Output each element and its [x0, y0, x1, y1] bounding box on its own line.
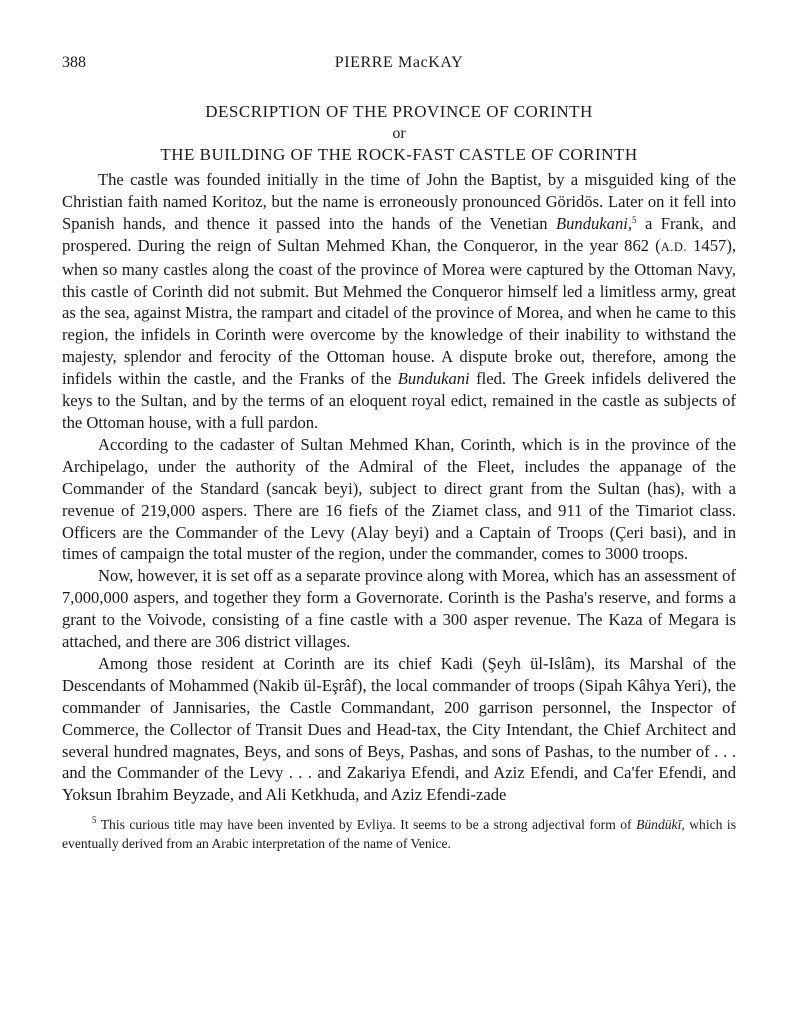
footnote	[62, 816, 736, 853]
text-run: This curious title may have been invented by Evliya. It seems to be a strong adjectival form of	[96, 817, 637, 833]
section-title: DESCRIPTION OF THE PROVINCE OF CORINTH	[205, 102, 593, 121]
italic-term: Bündükī,	[636, 817, 685, 833]
body-text	[62, 169, 736, 806]
footnote-ref: 5	[632, 214, 637, 225]
paragraph	[62, 169, 736, 434]
text-run: fled. The Greek infidels delivered the keys to the Sultan, and by the terms of an eloquent royal edict, remained in the castle as subjects of the Ottoman house, with a full pardon.	[62, 369, 736, 432]
text-run: a Frank, and prospered. During the reign of Sultan Mehmed Khan, the Conqueror, in the year 862 (	[62, 213, 736, 255]
page-number: 388	[62, 54, 86, 71]
running-head	[62, 54, 736, 80]
small-caps-era: A.D.	[660, 239, 688, 254]
italic-term: Bundukani	[397, 369, 470, 389]
paragraph: Among those resident at Corinth are its chief Kadi (Şeyh ül-Islâm), its Marshal of the Descendants of Mohammed (Nakib ül-Eşrâf), the local commander of troops (Sipah Kâhya Yeri), the commander of Jannisaries, the Castle Commandant, 200 garrison personnel, the Inspector of Commerce, the Collector of Transit Dues and Head-tax, the City Intendant, the Chief Architect and several hundred magnates, Beys, and sons of Beys, Pashas, and sons of Pashas, to the number of . . . and the Commander of the Levy . . . and Zakariya Efendi, and Aziz Efendi, and Ca'fer Efendi, and Yoksun Ibrahim Beyzade, and Ali Ketkhuda, and Aziz Efendi-zade	[62, 653, 736, 805]
footnote-text	[62, 816, 736, 853]
title-connector: or	[392, 125, 406, 142]
paragraph: According to the cadaster of Sultan Mehmed Khan, Corinth, which is in the province of the Archipelago, under the authority of the Admiral of the Fleet, includes the appanage of the Commander of the Standard (sancak beyi), subject to direct grant from the Sultan (has), with a revenue of 219,000 aspers. There are 16 fiefs of the Ziamet class, and 911 of the Timariot class. Officers are the Commander of the Levy (Alay beyi) and a Captain of Troops (Çeri basi), and in times of campaign the total muster of the region, under the commander, comes to 3000 troops.	[62, 434, 736, 564]
running-title: PIERRE MacKAY	[334, 54, 464, 71]
text-run: The castle was founded initially in the time of John the Baptist, by a misguided king of the Christian faith named Koritoz, but the name is erroneously pronounced Göridös. Later on it fell into Spanish hands, and thence it passed into the hands of the Venetian	[62, 170, 736, 233]
text-run: 1457), when so many castles along the coast of the province of Morea were captured by the Ottoman Navy, this castle of Corinth did not submit. But Mehmed the Conqueror himself led a limitless army, great as the sea, against Mistra, the rampart and citadel of the province of Morea, and when he came to this region, the infidels in Corinth were overcome by the knowledge of their inability to withstand the majesty, splendor and ferocity of the Ottoman house. A dispute broke out, therefore, among the infidels within the castle, and the Franks of the	[62, 235, 736, 389]
footnote-marker: 5	[92, 815, 97, 826]
italic-term: Bundukani,	[555, 213, 633, 233]
text-run: which is eventually derived from an Arabic interpretation of the name of Venice.	[62, 817, 736, 851]
paragraph: Now, however, it is set off as a separate province along with Morea, which has an assessment of 7,000,000 aspers, and together they form a Governorate. Corinth is the Pasha's reserve, and forms a grant to the Voivode, consisting of a fine castle with a 300 asper revenue. The Kaza of Megara is attached, and there are 306 district villages.	[62, 566, 736, 652]
page	[62, 54, 736, 853]
section-subtitle: THE BUILDING OF THE ROCK-FAST CASTLE OF CORINTH	[160, 145, 638, 164]
